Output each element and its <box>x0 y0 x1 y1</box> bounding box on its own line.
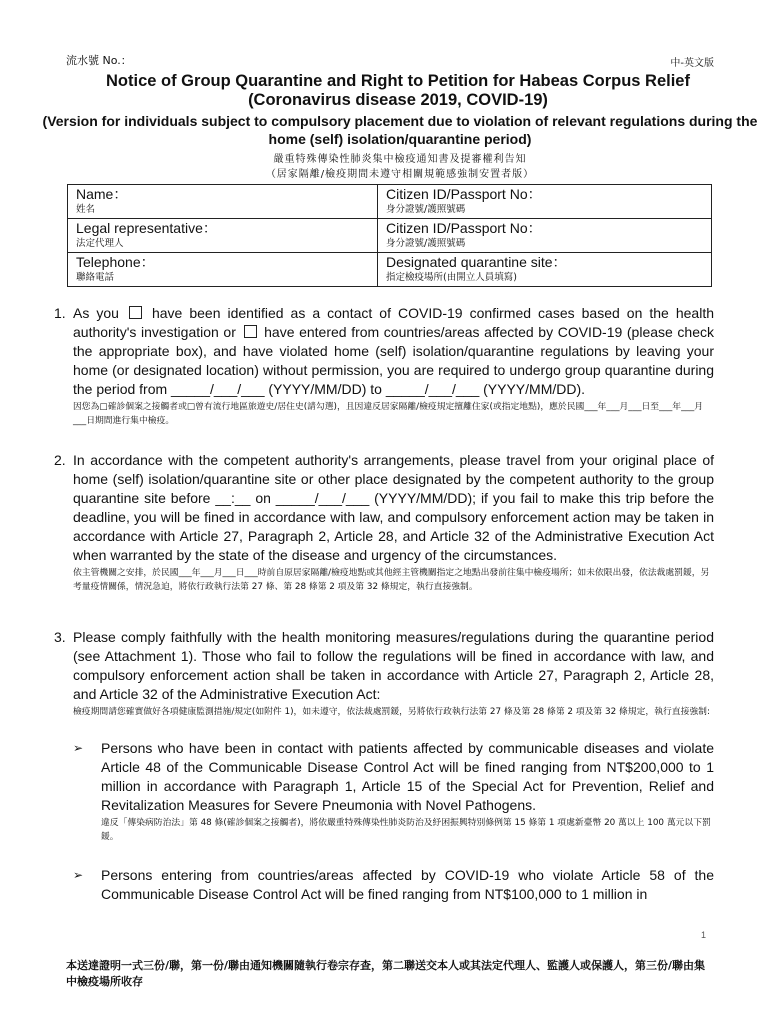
section-1-text-a: As you <box>73 305 119 321</box>
quarantine-site-field[interactable] <box>378 253 712 287</box>
bullet-2-text: Persons entering from countries/areas affected by COVID-19 who violate Article 58 of the Communicable Disease Control Act will be fined ranging from NT$100,000 to 1 million in <box>101 867 714 902</box>
contact-checkbox[interactable] <box>129 306 142 319</box>
footer-note: 本送達證明一式三份/聯，第一份/聯由通知機關隨執行卷宗存查，第二聯送交本人或其法定代理人、監護人或保護人，第三份/聯由集中檢疫場所收存 <box>66 959 706 988</box>
representative-id-label: Citizen ID/Passport No： <box>386 220 542 236</box>
section-1-text-b: have been identified as a contact of COVID-19 confirmed cases based on the health authority's investigation or <box>73 305 714 340</box>
bullet-body <box>101 866 714 904</box>
name-field[interactable] <box>68 185 378 219</box>
legal-representative-label-zh: 法定代理人 <box>76 238 124 249</box>
quarantine-site-label: Designated quarantine site： <box>386 254 567 270</box>
id-passport-label-zh: 身分證號/護照號碼 <box>386 204 466 215</box>
section-number: 2. <box>54 452 66 468</box>
bullet-item <box>73 739 714 844</box>
telephone-label-zh: 聯絡電話 <box>76 272 115 283</box>
bullet-item <box>73 866 714 904</box>
representative-id-label-zh: 身分證號/護照號碼 <box>386 238 466 249</box>
section-body <box>73 451 714 594</box>
personal-info-table <box>67 184 712 287</box>
table-row <box>68 219 712 253</box>
section-2-chinese: 依主管機關之安排，於民國___年___月___日___時前自原居家隔離/檢疫地點或其他經主管機關指定之地點出發前往集中檢疫場所；如未依限出發，依法裁處罰鍰，另考量疫情關係，情況急迫，將依行政執行法第 27 條、第 28 條第 2 項及第 32 條規定，執行直接強制。 <box>73 568 710 592</box>
section-3-chinese: 檢疫期間請您確實做好各項健康監測措施/規定(如附件 1)，如未遵守，依法裁處罰鍰，另將依行政執行法第 27 條及第 28 條第 2 項及第 32 條規定，執行直接強制: <box>73 707 710 717</box>
bullet-1-chinese: 違反「傳染病防治法」第 48 條(確診個案之接觸者)，將依嚴重特殊傳染性肺炎防治及紓困振興特別條例第 15 條第 1 項處新臺幣 20 萬以上 100 萬元以下罰鍰。 <box>101 818 711 842</box>
name-label: Name： <box>76 186 128 202</box>
section-2 <box>54 451 714 594</box>
representative-id-field[interactable] <box>378 219 712 253</box>
bullet-body <box>101 739 714 844</box>
section-number: 3. <box>54 629 66 645</box>
document-subtitle: (Version for individuals subject to compulsory placement due to violation of relevant regulations during the home (self) isolation/quarantine period) <box>42 113 758 147</box>
document-title-disease: (Coronavirus disease 2019, COVID-19) <box>248 91 548 109</box>
chinese-title <box>40 152 760 182</box>
name-label-zh: 姓名 <box>76 204 96 215</box>
bullet-1-text: Persons who have been in contact with patients affected by communicable diseases and violate Article 48 of the Communicable Disease Control Act will be fined ranging from NT$200,000 to 1 million in accordance with Paragraph 1, Article 15 of the Special Act for Prevention, Relief and Revitalization Measures for Severe Pneumonia with Novel Pathogens. <box>101 740 714 813</box>
section-1-text-c: have entered from countries/areas affected by COVID-19 (please check the appropriate box), and have violated home (self) isolation/quarantine regulations by leaving your home (or designated location) without permission, you are required to undergo group quarantine during the period from _____/___/___ (YYYY/MM/DD) to _____/___/___ (YYYY/MM/DD). <box>73 324 714 397</box>
id-passport-label: Citizen ID/Passport No： <box>386 186 542 202</box>
section-1-chinese: 因您為□確診個案之接觸者或□曾有流行地區旅遊史/居住史(請勾選)，且因違反居家隔離/檢疫規定擅離住家(或指定地點)，應於民國___年___月___日至___年___月___日期間進行集中檢疫。 <box>73 402 704 426</box>
section-3 <box>54 628 714 719</box>
legal-representative-label: Legal representative： <box>76 220 217 236</box>
legal-representative-field[interactable] <box>68 219 378 253</box>
arrow-bullet-icon: ➢ <box>73 741 84 755</box>
telephone-field[interactable] <box>68 253 378 287</box>
id-passport-field[interactable] <box>378 185 712 219</box>
section-body <box>73 628 714 719</box>
page-number: 1 <box>701 930 707 940</box>
section-2-text: In accordance with the competent authority's arrangements, please travel from your original place of home (self) isolation/quarantine site or other place designated by the competent authority to the group quarantine site before __:__ on _____/___/___ (YYYY/MM/DD); if you fail to make this trip before the deadline, you will be fined in accordance with law, and compulsory enforcement action may be taken in accordance with Article 27, Paragraph 2, Article 28, and Article 32 of the Administrative Execution Act when warranted by the state of the disease and urgency of the circumstances. <box>73 452 714 563</box>
version-label: 中-英文版 <box>670 58 714 69</box>
document-title: Notice of Group Quarantine and Right to Petition for Habeas Corpus Relief <box>106 72 690 90</box>
table-row <box>68 185 712 219</box>
telephone-label: Telephone： <box>76 254 155 270</box>
section-1 <box>54 304 714 428</box>
section-body <box>73 304 714 428</box>
serial-number-label: 流水號 No.： <box>66 54 132 67</box>
entry-checkbox[interactable] <box>244 325 257 338</box>
chinese-title-line2: （居家隔離/檢疫期間未遵守相關規範感強制安置者版） <box>265 169 535 180</box>
quarantine-site-label-zh: 指定檢疫場所(由開立人員填寫) <box>386 272 517 283</box>
chinese-title-line1: 嚴重特殊傳染性肺炎集中檢疫通知書及提審權利告知 <box>273 154 527 165</box>
table-row <box>68 253 712 287</box>
section-number: 1. <box>54 305 66 321</box>
section-3-text: Please comply faithfully with the health monitoring measures/regulations during the quarantine period (see Attachment 1). Those who fail to follow the regulations will be fined in accordance with law, and compulsory enforcement action shall be taken in accordance with Article 27, Paragraph 2, Article 28, and Article 32 of the Administrative Execution Act: <box>73 629 714 702</box>
arrow-bullet-icon: ➢ <box>73 868 84 882</box>
